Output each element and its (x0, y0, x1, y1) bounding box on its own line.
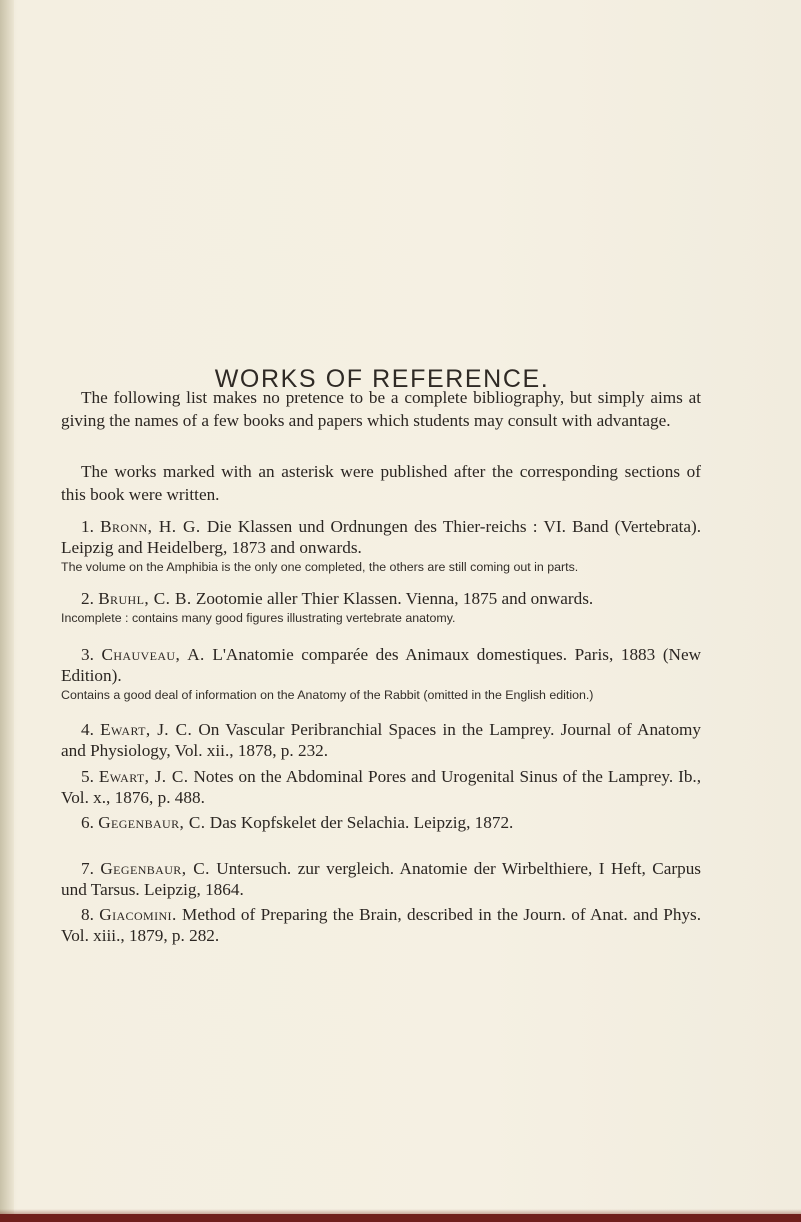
entry-number: 4. (81, 720, 94, 739)
entry-note: Contains a good deal of information on the Anatomy of the Rabbit (omitted in the English edition.) (61, 688, 594, 702)
reference-entry-main (61, 719, 701, 761)
entry-note: The volume on the Amphibia is the only one completed, the others are still coming out in parts. (61, 560, 579, 574)
reference-entry-main (61, 812, 701, 833)
reference-entry-7 (61, 858, 701, 900)
intro-paragraph-1: The following list makes no pretence to be a complete bibliography, but simply aims at giving the names of a few books and papers which students may consult with advantage. (61, 388, 701, 430)
reference-entry-3 (61, 644, 701, 703)
entry-text: Das Kopfskelet der Selachia. Leipzig, 1872. (209, 813, 514, 832)
entry-author: Bruhl, C. B. (98, 589, 192, 608)
entry-text: Die Klassen und Ordnungen des Thier-reichs : VI. Band (Vertebrata). Leipzig and Heidelberg, 1873 and onwards. (61, 517, 702, 557)
entry-number: 5. (81, 767, 94, 786)
reference-entry-main (61, 588, 701, 609)
entry-text: On Vascular Peribranchial Spaces in the Lamprey. Journal of Anatomy and Physiology, Vol. xii., 1878, p. 232. (61, 720, 702, 760)
reference-entry-8 (61, 904, 701, 946)
entry-text: Notes on the Abdominal Pores and Urogenital Sinus of the Lamprey. Ib., Vol. x., 1876, p. 488. (61, 767, 702, 807)
entry-author: Giacomini. (99, 905, 177, 924)
reference-entry-main (61, 644, 701, 686)
entry-note: Incomplete : contains many good figures illustrating vertebrate anatomy. (61, 611, 456, 625)
entry-author: Chauveau, A. (101, 645, 205, 664)
entry-author: Ewart, J. C. (100, 720, 193, 739)
page-binding-edge (0, 0, 14, 1222)
entry-number: 8. (81, 905, 94, 924)
reference-entry-2 (61, 588, 701, 626)
entry-author: Bronn, H. G. (100, 517, 201, 536)
entry-number: 6. (81, 813, 94, 832)
entry-author: Gegenbaur, C. (100, 859, 210, 878)
entry-text: Zootomie aller Thier Klassen. Vienna, 1875 and onwards. (195, 589, 594, 608)
reference-entry-5 (61, 766, 701, 808)
entry-number: 2. (81, 589, 94, 608)
reference-entry-4 (61, 719, 701, 761)
entry-number: 1. (81, 517, 94, 536)
reference-entry-1 (61, 516, 701, 575)
page-title: WORKS OF REFERENCE. (214, 365, 550, 393)
entry-author: Ewart, J. C. (98, 767, 189, 786)
reference-entry-main (61, 858, 701, 900)
entry-number: 7. (81, 859, 94, 878)
entry-author: Gegenbaur, C. (98, 813, 206, 832)
intro-paragraph-2: The works marked with an asterisk were published after the corresponding sections of this book were written. (61, 462, 701, 504)
entry-number: 3. (81, 645, 94, 664)
reference-entry-6 (61, 812, 701, 833)
entry-text: L'Anatomie comparée des Animaux domestiques. Paris, 1883 (New Edition). (61, 645, 702, 685)
reference-entry-main (61, 766, 701, 808)
page-bottom-edge (0, 1214, 801, 1222)
entry-text: Method of Preparing the Brain, described in the Journ. of Anat. and Phys. Vol. xiii., 1879, p. 282. (61, 905, 702, 945)
reference-entry-main (61, 904, 701, 946)
reference-entry-main (61, 516, 701, 558)
entry-text: Untersuch. zur vergleich. Anatomie der Wirbelthiere, I Heft, Carpus und Tarsus. Leipzig, 1864. (61, 859, 701, 899)
